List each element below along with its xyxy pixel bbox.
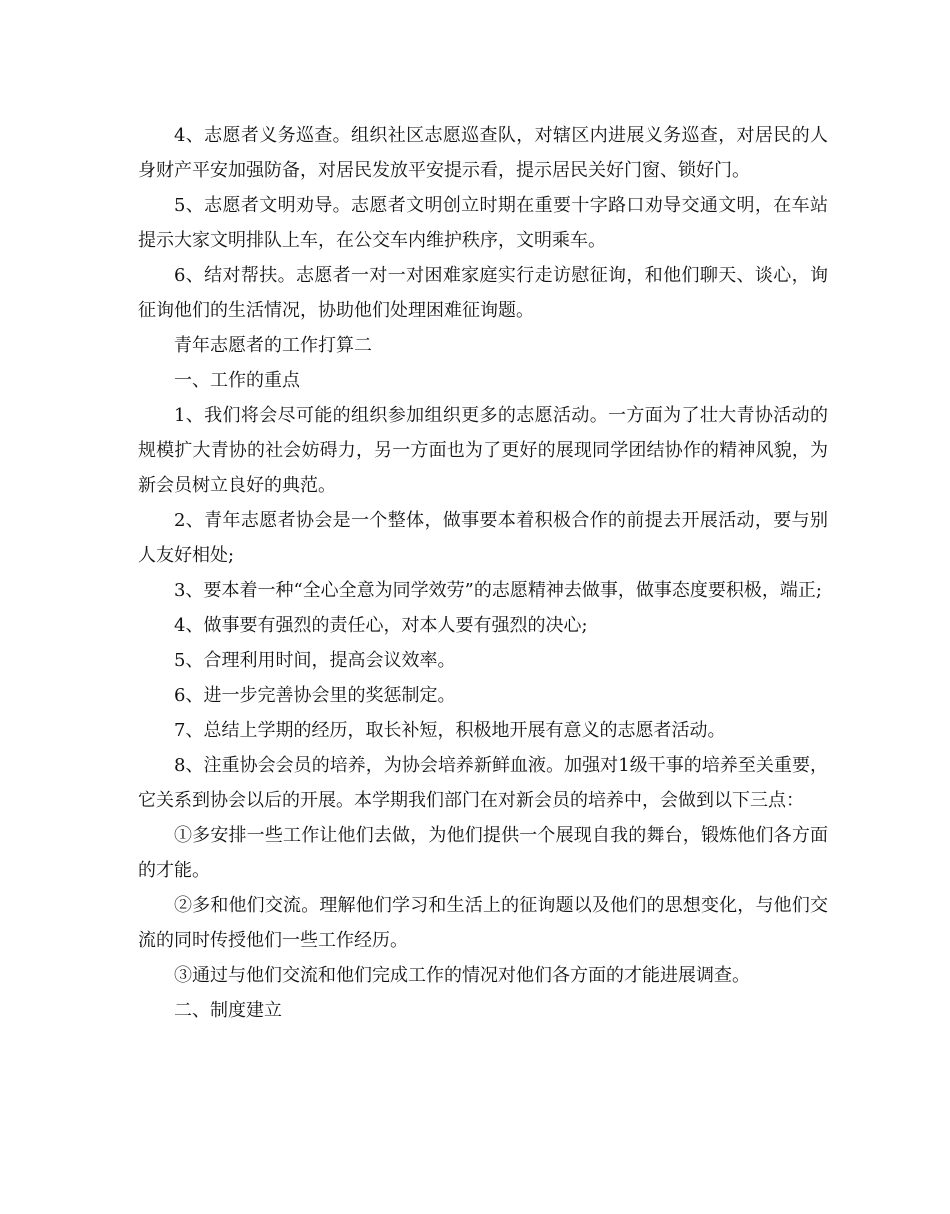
- paragraph-focus-item-3: 3、要本着一种“全心全意为同学效劳”的志愿精神去做事，做事态度要积极，端正;: [174, 580, 822, 601]
- paragraph-focus-item-2: 2、青年志愿者协会是一个整体，做事要本着积极合作的前提去开展活动，要与别人友好相处;: [138, 510, 828, 566]
- section-title-plan-two: 青年志愿者的工作打算二: [174, 335, 372, 356]
- paragraph-circled-point-3: ③通过与他们交流和他们完成工作的情况对他们各方面的才能进展调查。: [174, 965, 750, 986]
- paragraph-volunteer-patrol: 4、志愿者义务巡查。组织社区志愿巡查队，对辖区内进展义务巡查，对居民的人身财产平安加强防备，对居民发放平安提示看，提示居民关好门窗、锁好门。: [138, 125, 828, 181]
- paragraph-focus-item-4: 4、做事要有强烈的责任心，对本人要有强烈的决心;: [174, 615, 588, 636]
- heading-work-focus: 一、工作的重点: [174, 370, 300, 391]
- document-body: [138, 118, 828, 1028]
- paragraph-circled-point-2: ②多和他们交流。理解他们学习和生活上的征询题以及他们的思想变化，与他们交流的同时传授他们一些工作经历。: [138, 895, 828, 951]
- paragraph-focus-item-7: 7、总结上学期的经历，取长补短，积极地开展有意义的志愿者活动。: [174, 720, 726, 741]
- paragraph-circled-point-1: ①多安排一些工作让他们去做，为他们提供一个展现自我的舞台，锻炼他们各方面的才能。: [138, 825, 828, 881]
- paragraph-pair-assistance: 6、结对帮扶。志愿者一对一对困难家庭实行走访慰征询，和他们聊天、谈心，询征询他们的生活情况，协助他们处理困难征询题。: [138, 265, 828, 321]
- paragraph-focus-item-6: 6、进一步完善协会里的奖惩制定。: [174, 685, 456, 706]
- paragraph-focus-item-5: 5、合理利用时间，提高会议效率。: [174, 650, 456, 671]
- paragraph-focus-item-1: 1、我们将会尽可能的组织参加组织更多的志愿活动。一方面为了壮大青协活动的规模扩大青协的社会妨碍力，另一方面也为了更好的展现同学团结协作的精神风貌，为新会员树立良好的典范。: [138, 405, 828, 496]
- heading-system-building: 二、制度建立: [174, 1000, 282, 1021]
- paragraph-civility-guidance: 5、志愿者文明劝导。志愿者文明创立时期在重要十字路口劝导交通文明，在车站提示大家文明排队上车，在公交车内维护秩序，文明乘车。: [138, 195, 828, 251]
- paragraph-focus-item-8: 8、注重协会会员的培养，为协会培养新鲜血液。加强对1级干事的培养至关重要，它关系到协会以后的开展。本学期我们部门在对新会员的培养中，会做到以下三点：: [138, 755, 828, 811]
